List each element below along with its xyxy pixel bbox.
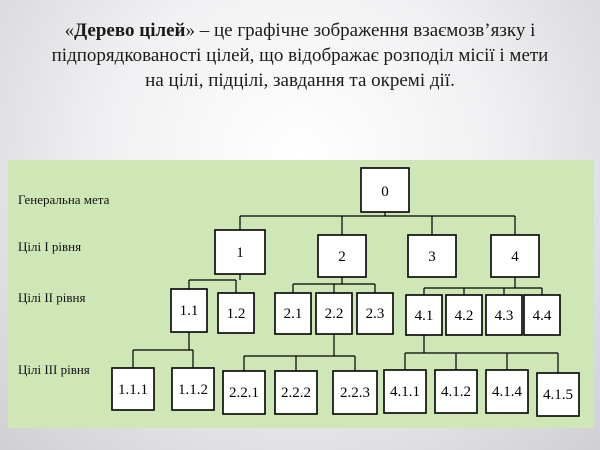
node-4-1-label: 4.1 bbox=[414, 308, 434, 324]
node-1-1-label: 1.1 bbox=[179, 303, 199, 319]
slide-heading bbox=[40, 18, 560, 93]
level-labels bbox=[18, 192, 110, 377]
node-2-2-2-label: 2.2.2 bbox=[281, 385, 311, 401]
node-1-2 bbox=[218, 293, 254, 333]
node-4-1-4-label: 4.1.4 bbox=[492, 384, 522, 400]
node-2-1-label: 2.1 bbox=[283, 306, 303, 322]
goal-tree-diagram bbox=[8, 160, 594, 428]
node-2-2-2 bbox=[275, 371, 317, 414]
node-1-2-label: 1.2 bbox=[226, 306, 246, 322]
node-4-4 bbox=[524, 295, 560, 335]
node-4-2 bbox=[446, 295, 482, 335]
node-4-4-label: 4.4 bbox=[532, 308, 552, 324]
goal-tree-panel bbox=[8, 160, 594, 428]
node-1-1-1 bbox=[112, 368, 154, 410]
node-4-1-1-label: 4.1.1 bbox=[390, 384, 420, 400]
node-2-label: 2 bbox=[338, 249, 346, 265]
node-3 bbox=[408, 235, 456, 277]
node-2 bbox=[318, 235, 366, 277]
node-2-2-3-label: 2.2.3 bbox=[340, 385, 370, 401]
level-label-level-2: Цілі ІІ рівня bbox=[18, 290, 86, 305]
node-2-2-1 bbox=[223, 371, 265, 414]
definition-text: – це графічне зображення взаємозв’язку і підпорядкованості цілей, що відображає розподіл місії і мети на цілі, підцілі, завдання та окремі дії. bbox=[51, 20, 549, 91]
node-4-label: 4 bbox=[511, 249, 519, 265]
node-2-2 bbox=[316, 293, 352, 334]
level-label-level-1: Цілі І рівня bbox=[18, 239, 82, 254]
node-1 bbox=[215, 230, 265, 274]
node-4-3-label: 4.3 bbox=[494, 308, 514, 324]
node-4-1 bbox=[406, 295, 442, 335]
node-1-1 bbox=[171, 289, 207, 332]
node-4 bbox=[491, 235, 539, 277]
node-3-label: 3 bbox=[428, 249, 436, 265]
close-quote: » bbox=[185, 20, 196, 41]
node-2-3-label: 2.3 bbox=[365, 306, 385, 322]
node-4-1-5-label: 4.1.5 bbox=[543, 387, 573, 403]
node-4-1-1 bbox=[384, 370, 426, 413]
node-1-label: 1 bbox=[236, 245, 244, 261]
node-2-2-label: 2.2 bbox=[324, 306, 344, 322]
node-1-1-2-label: 1.1.2 bbox=[178, 382, 208, 398]
node-4-2-label: 4.2 bbox=[454, 308, 474, 324]
level-label-general-goal: Генеральна мета bbox=[18, 192, 110, 207]
node-4-3 bbox=[486, 295, 522, 335]
node-2-2-1-label: 2.2.1 bbox=[229, 385, 259, 401]
node-2-3 bbox=[357, 293, 393, 334]
node-1-1-1-label: 1.1.1 bbox=[118, 382, 148, 398]
node-1-1-2 bbox=[172, 368, 214, 410]
node-4-1-2-label: 4.1.2 bbox=[441, 384, 471, 400]
node-2-2-3 bbox=[333, 371, 377, 414]
term-tree-of-goals: Дерево цілей bbox=[74, 20, 186, 41]
node-0 bbox=[361, 168, 409, 212]
level-label-level-3: Цілі ІІІ рівня bbox=[18, 362, 90, 377]
open-quote: « bbox=[64, 20, 75, 41]
node-2-1 bbox=[275, 293, 311, 334]
node-4-1-5 bbox=[537, 373, 579, 416]
node-0-label: 0 bbox=[381, 184, 389, 200]
node-4-1-2 bbox=[435, 370, 477, 413]
node-4-1-4 bbox=[486, 370, 528, 413]
